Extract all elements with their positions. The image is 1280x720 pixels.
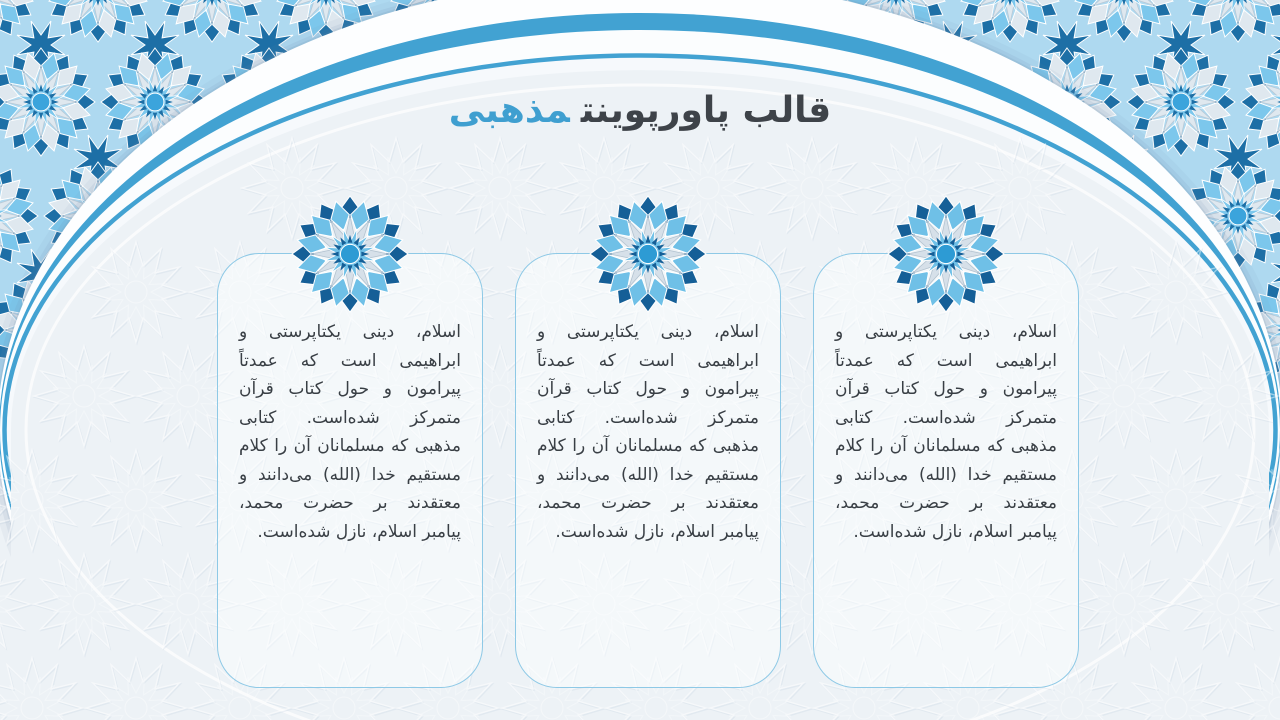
islamic-rosette-icon	[288, 192, 412, 316]
title-accent-text: مذهبی	[448, 90, 570, 131]
islamic-rosette-icon	[884, 192, 1008, 316]
card-text: اسلام، دینی یکتاپرستی و ابراهیمی است که عمدتاً پیرامون و حول کتاب قرآن متمرکز شده‌است. کتابی مذهبی که مسلمانان آن را کلام مستقیم خدا (الله) می‌دانند و معتقدند بر حضرت محمد، پیامبر اسلام، نازل شده‌است.	[835, 322, 1057, 542]
content-card	[813, 253, 1079, 688]
page-title	[0, 90, 1280, 131]
title-text: قالب پاورپوینت	[580, 90, 832, 131]
content-card	[217, 253, 483, 688]
islamic-rosette-icon	[586, 192, 710, 316]
content-card	[515, 253, 781, 688]
card-row	[217, 253, 1079, 688]
card-text: اسلام، دینی یکتاپرستی و ابراهیمی است که عمدتاً پیرامون و حول کتاب قرآن متمرکز شده‌است. کتابی مذهبی که مسلمانان آن را کلام مستقیم خدا (الله) می‌دانند و معتقدند بر حضرت محمد، پیامبر اسلام، نازل شده‌است.	[537, 322, 759, 542]
card-text: اسلام، دینی یکتاپرستی و ابراهیمی است که عمدتاً پیرامون و حول کتاب قرآن متمرکز شده‌است. کتابی مذهبی که مسلمانان آن را کلام مستقیم خدا (الله) می‌دانند و معتقدند بر حضرت محمد، پیامبر اسلام، نازل شده‌است.	[239, 322, 461, 542]
